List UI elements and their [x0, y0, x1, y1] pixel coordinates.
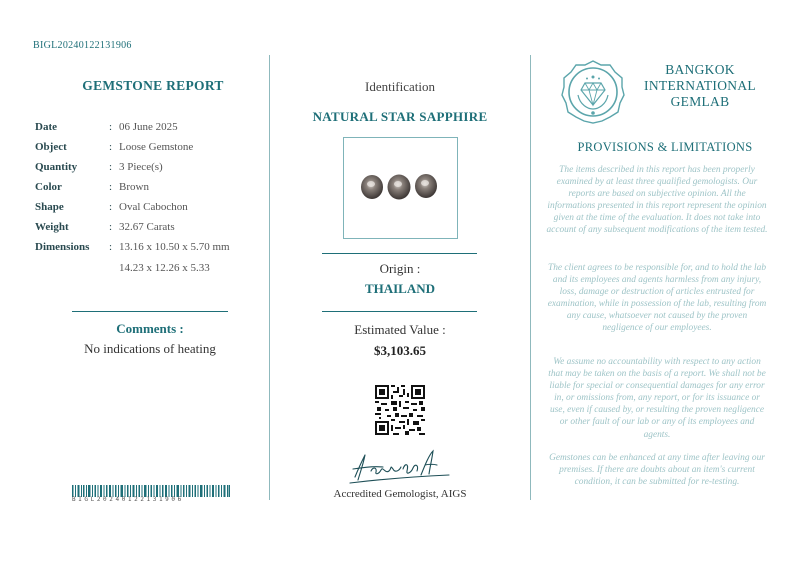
field-label: Shape: [35, 201, 64, 213]
field-colon: :: [109, 201, 113, 213]
barcode-text: BIGL20240122131906: [72, 496, 184, 503]
stone-1: [361, 175, 383, 199]
lab-name-line-3: GEMLAB: [670, 94, 730, 109]
provisions-title: PROVISIONS & LIMITATIONS: [577, 140, 753, 154]
field-colon: :: [109, 181, 113, 193]
gem-name: NATURAL STAR SAPPHIRE: [312, 109, 488, 124]
lab-name-line-2: INTERNATIONAL: [644, 78, 756, 93]
estimated-value: $3,103.65: [374, 343, 426, 358]
provisions-paragraph-2: The client agrees to be responsible for, and to hold the lab and its employees and agents harmless from any injury, loss, damage or destruction of articles entrusted for examination, while in possession of the lab, resulting from any cause, whatsoever not caused by the proven negligence of our employees.: [547, 263, 767, 334]
lab-logo-icon: [560, 59, 626, 125]
field-value-dimensions-2: 14.23 x 12.26 x 5.33: [119, 262, 210, 274]
field-label: Weight: [35, 221, 69, 233]
identification-label: Identification: [364, 79, 436, 94]
stone-2: [388, 175, 411, 200]
field-label: Object: [35, 141, 67, 153]
report-title: GEMSTONE REPORT: [82, 78, 224, 93]
field-value: 13.16 x 10.50 x 5.70 mm: [119, 241, 230, 253]
estimated-value-label: Estimated Value :: [354, 322, 446, 337]
provisions-paragraph-4: Gemstones can be enhanced at any time after leaving our premises. If there are doubts about an item's current condition, it can be submitted for re-testing.: [549, 453, 765, 488]
field-value: Oval Cabochon: [119, 201, 188, 213]
field-colon: :: [109, 161, 113, 173]
origin-value: THAILAND: [364, 281, 436, 296]
provisions-paragraph-1: The items described in this report has been properly examined by at least three qualified gemologists. Our reports are based on subjective opinion. All the informations presented in this report represent the opinion given at the time of the evaluation. It does not take into account of any subsequent modifications of the item tested.: [546, 165, 768, 236]
comments-rule: [72, 311, 228, 312]
lab-name-line-1: BANGKOK: [665, 62, 735, 77]
field-label: Color: [35, 181, 62, 193]
field-value: 06 June 2025: [119, 121, 178, 133]
origin-rule: [322, 253, 477, 254]
qr-code: [375, 385, 425, 435]
field-label: Date: [35, 121, 57, 133]
field-value: 3 Piece(s): [119, 161, 163, 173]
stone-3: [415, 174, 437, 198]
gemstone-photo: [343, 137, 458, 239]
value-rule: [322, 311, 477, 312]
origin-label: Origin :: [379, 261, 421, 276]
field-colon: :: [109, 121, 113, 133]
comments-heading: Comments :: [116, 321, 184, 336]
report-id: BIGL20240122131906: [33, 40, 132, 51]
divider-right: [530, 55, 531, 500]
field-value: 32.67 Carats: [119, 221, 175, 233]
field-colon: :: [109, 221, 113, 233]
field-colon: :: [109, 141, 113, 153]
gemologist-signature: [345, 447, 455, 487]
field-label: Dimensions: [35, 241, 90, 253]
field-value: Loose Gemstone: [119, 141, 194, 153]
provisions-paragraph-3: We assume no accountability with respect to any action that may be taken on the basis of a report. We shall not be liable for special or consequential damages for any error in, or omissions from, any report, or for its issuance or use, even if caused by, or resulting the proven negligence or other fault of our lab or any of its employees and agents.: [548, 357, 766, 440]
signature-caption: Accredited Gemologist, AIGS: [333, 488, 467, 500]
divider-left: [269, 55, 270, 500]
lab-name: [630, 62, 770, 110]
comments-text: No indications of heating: [84, 341, 216, 356]
field-value: Brown: [119, 181, 149, 193]
field-label: Quantity: [35, 161, 78, 173]
field-colon: :: [109, 241, 113, 253]
